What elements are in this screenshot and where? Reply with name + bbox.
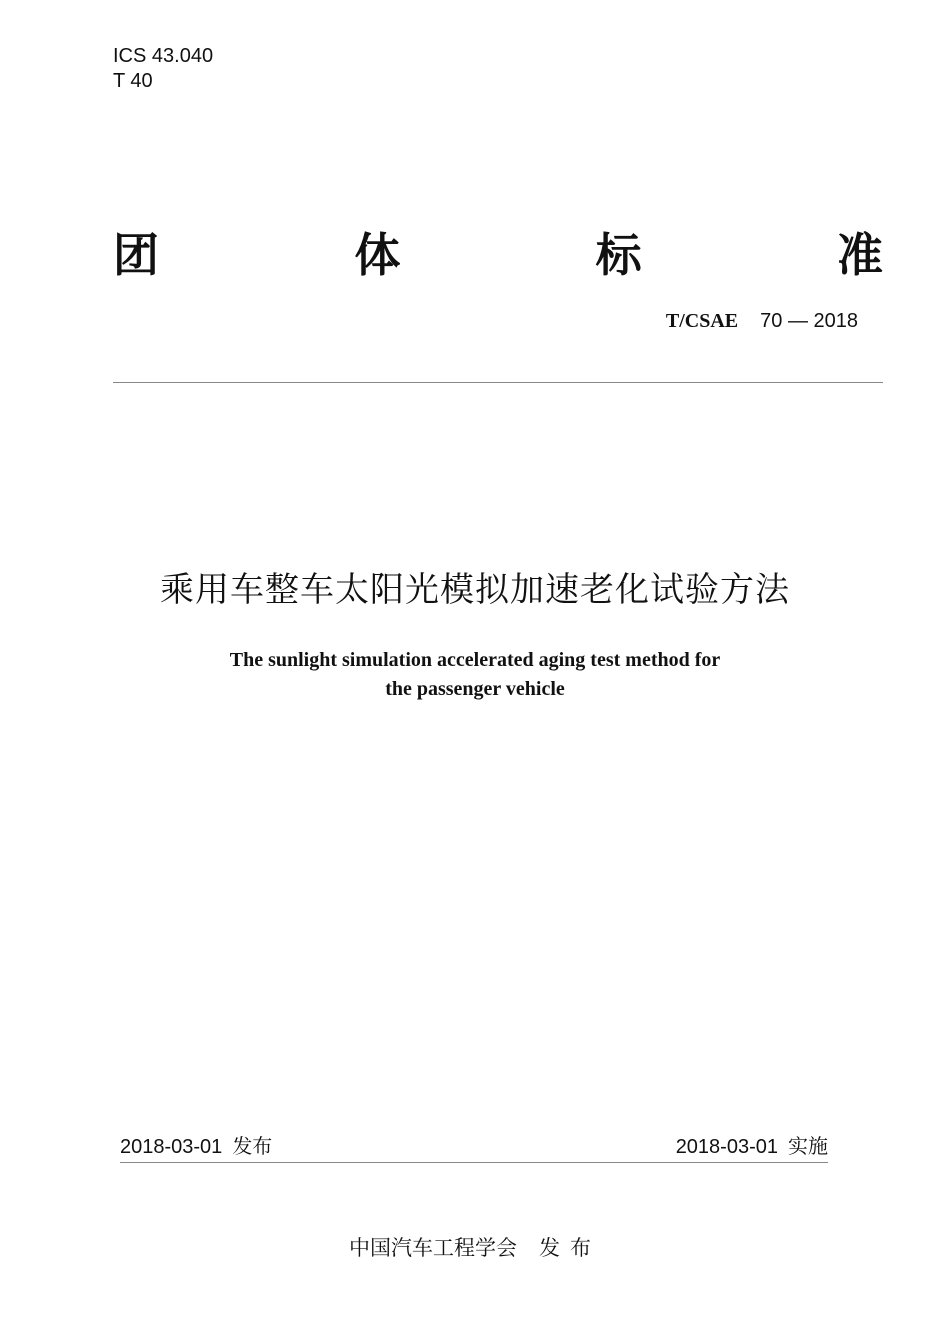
standard-type-char: 标	[595, 228, 642, 282]
publisher-name: 中国汽车工程学会	[349, 1236, 517, 1260]
standard-type-char: 准	[836, 228, 883, 282]
class-code: T 40	[113, 70, 153, 92]
standard-number	[666, 310, 858, 333]
title-english-line-1: The sunlight simulation accelerated aging test method for	[229, 649, 721, 671]
publisher-action: 发布	[539, 1236, 601, 1260]
implement-label: 实施	[788, 1134, 828, 1158]
title-chinese: 乘用车整车太阳光模拟加速老化试验方法	[160, 570, 790, 610]
standard-type-char: 团	[113, 228, 159, 282]
date-row	[120, 1130, 828, 1160]
footer-divider	[120, 1162, 828, 1163]
title-english-line-2: the passenger vehicle	[385, 678, 565, 700]
issue-date-group	[120, 1130, 272, 1159]
classification-block	[113, 44, 213, 94]
implement-date: 2018-03-01	[675, 1136, 778, 1158]
issue-date: 2018-03-01	[120, 1136, 223, 1158]
implement-date-group	[676, 1130, 828, 1159]
header-divider	[113, 382, 883, 383]
publisher-line	[0, 1232, 950, 1262]
standard-type-heading	[113, 222, 883, 282]
issue-label: 发布	[232, 1134, 273, 1158]
title-english	[0, 646, 950, 704]
standard-type-char: 体	[354, 228, 401, 282]
standard-number-prefix: T/CSAE	[665, 310, 739, 332]
standard-number-value: 70 — 2018	[760, 310, 858, 332]
ics-code: ICS 43.040	[113, 45, 214, 67]
